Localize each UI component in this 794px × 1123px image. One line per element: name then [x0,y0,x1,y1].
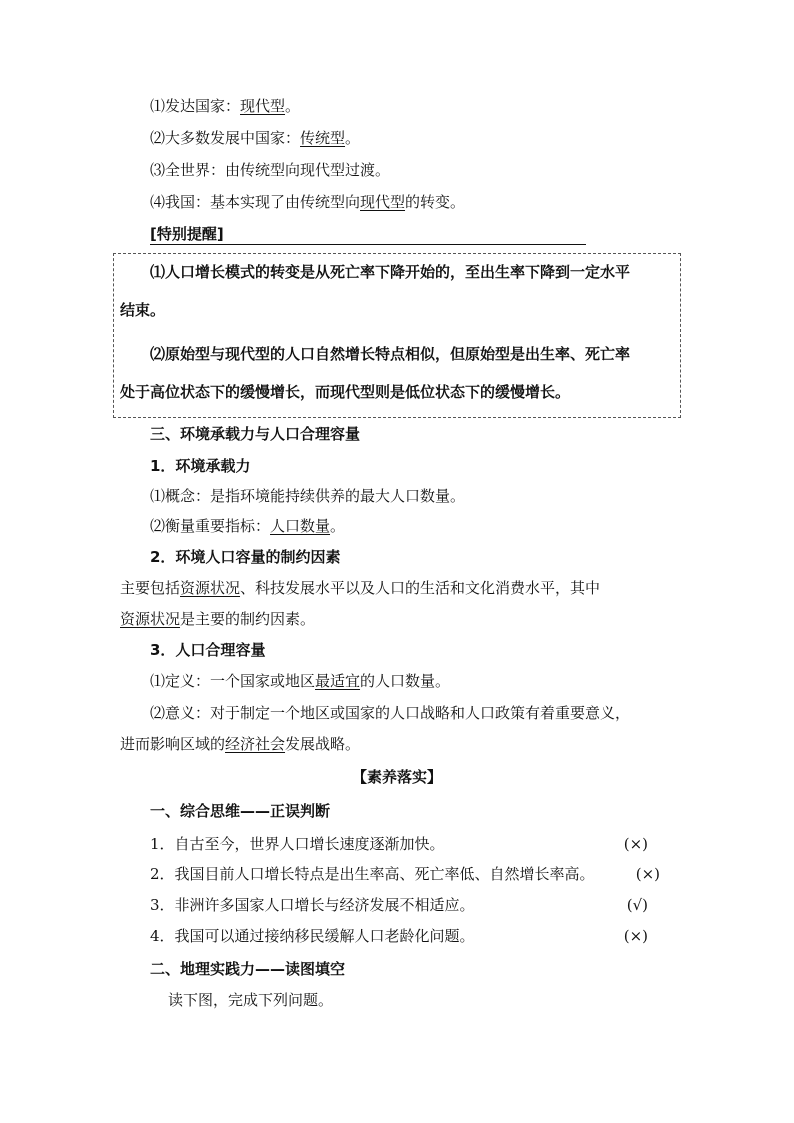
carrying-capacity-concept: ⑴概念：是指环境能持续供养的最大人口数量。 [150,487,466,505]
significance-answer: 经济社会 [225,735,286,753]
mode-world: ⑶全世界：由传统型向现代型过渡。 [150,161,391,179]
factors-text: 主要包括 [120,579,181,597]
mode-developed [150,96,300,116]
special-note-heading-text: [特别提醒] [150,225,224,243]
judgement-item-mark: (×) [623,835,648,853]
judgement-item-3 [150,895,652,915]
judgement-item-text: 3．非洲许多国家人口增长与经济发展不相适应。 [150,896,475,914]
measure-answer: 人口数量 [270,517,331,535]
judgement-item-1 [150,834,652,854]
mode-developed-label: ⑴发达国家： [150,97,241,115]
judgement-item-text: 1．自古至今，世界人口增长速度逐渐加快。 [150,835,445,853]
judgement-item-text: 2．我国目前人口增长特点是出生率高、死亡率低、自然增长率高。 [150,865,595,883]
significance-line-1: ⑵意义：对于制定一个地区或国家的人口战略和人口政策有着重要意义， [150,704,631,722]
significance-text: 发展战略。 [285,735,361,753]
definition-label: ⑴定义：一个国家或地区 [150,672,316,690]
factors-line-1 [120,578,600,598]
section-3-sub-2: 2．环境人口容量的制约因素 [150,548,341,566]
judgement-item-mark: (×) [623,927,648,945]
mode-developed-answer: 现代型 [240,97,286,115]
mode-developing-answer: 传统型 [300,129,346,147]
practice-title: 【素养落实】 [351,768,442,786]
punct: 。 [330,517,346,535]
factors-answer-1: 资源状况 [180,579,241,597]
part-1-title: 一、综合思维——正误判断 [150,802,331,820]
factors-text: 、科技发展水平以及人口的生活和文化消费水平，其中 [240,579,601,597]
mode-china-label: ⑷我国：基本实现了由传统型向 [150,193,361,211]
judgement-item-mark: (×) [635,865,660,883]
judgement-item-mark: (√) [626,896,648,914]
measure-label: ⑵衡量重要指标： [150,517,271,535]
mode-developing-label: ⑵大多数发展中国家： [150,129,301,147]
mode-developing [150,128,360,148]
section-3-sub-3: 3．人口合理容量 [150,641,266,659]
note-point-2-line-2: 处于高位状态下的缓慢增长，而现代型则是低位状态下的缓慢增长。 [120,383,571,401]
note-point-2-line-1: ⑵原始型与现代型的人口自然增长特点相似，但原始型是出生率、死亡率 [150,345,631,363]
judgement-item-4 [150,926,652,946]
judgement-item-2 [150,864,662,884]
judgement-item-text: 4．我国可以通过接纳移民缓解人口老龄化问题。 [150,927,475,945]
reasonable-capacity-definition [150,671,450,691]
factors-text: 是主要的制约因素。 [180,610,316,628]
punct: 。 [285,97,301,115]
punct: 。 [345,129,361,147]
part-2-title: 二、地理实践力——读图填空 [150,960,346,978]
carrying-capacity-measure [150,516,345,536]
special-note-heading [150,224,586,245]
part-2-instruction: 读下图，完成下列问题。 [168,991,334,1009]
definition-answer: 最适宜 [315,672,361,690]
mode-china-answer: 现代型 [360,193,406,211]
section-3-sub-1: 1．环境承载力 [150,457,251,475]
factors-line-2 [120,609,315,629]
section-3-title: 三、环境承载力与人口合理容量 [150,425,361,443]
significance-line-2 [120,734,360,754]
significance-text: 进而影响区域的 [120,735,226,753]
note-point-1-line-2: 结束。 [120,301,166,319]
mode-china [150,192,465,212]
factors-answer-2: 资源状况 [120,610,181,628]
definition-text: 的人口数量。 [360,672,451,690]
punct: 的转变。 [405,193,466,211]
note-point-1-line-1: ⑴人口增长模式的转变是从死亡率下降开始的，至出生率下降到一定水平 [150,263,631,281]
